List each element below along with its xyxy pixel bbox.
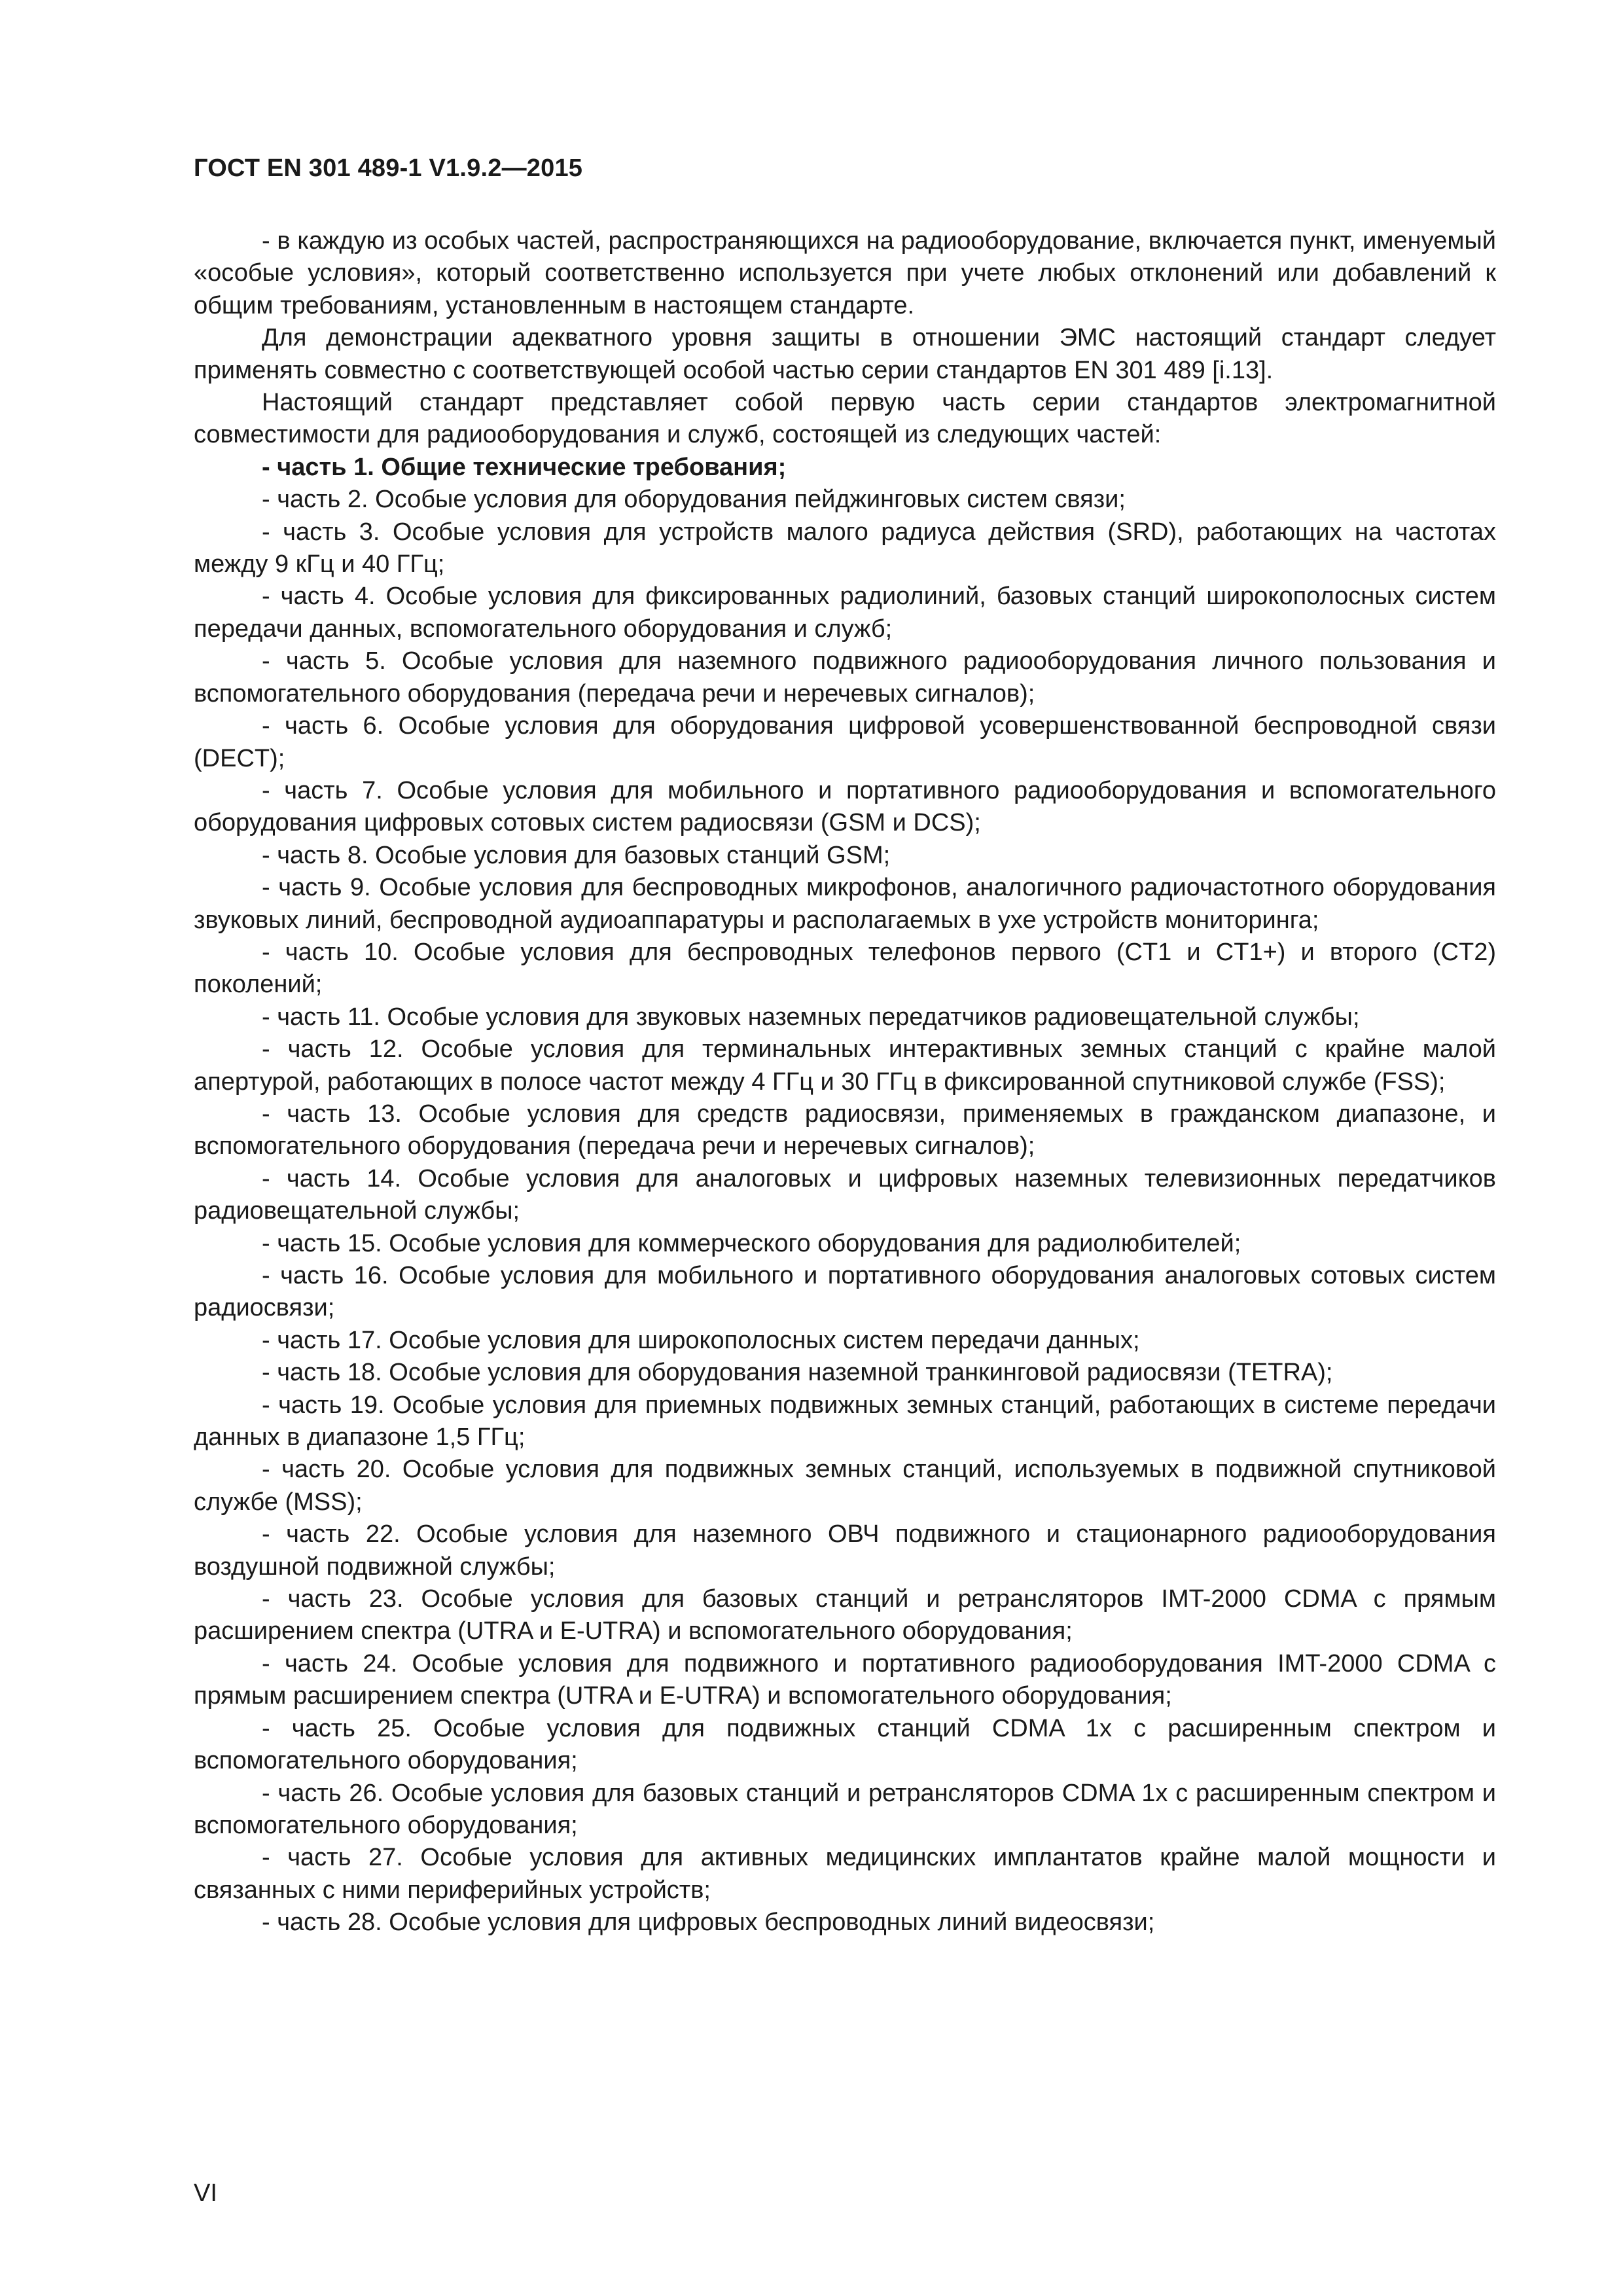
list-item-part-27: - часть 27. Особые условия для активных медицинских имплантатов крайне малой мощности и связанных с ними периферийных устройств; (194, 1844, 1496, 1904)
document-header: ГОСТ EN 301 489-1 V1.9.2—2015 (194, 154, 583, 182)
list-item-part-15: - часть 15. Особые условия для коммерческого оборудования для радиолюбителей; (262, 1229, 1241, 1257)
list-item-part-19: - часть 19. Особые условия для приемных подвижных земных станций, работающих в системе передачи данных в диапазоне 1,5 ГГц; (194, 1391, 1496, 1452)
list-item-part-17: - часть 17. Особые условия для широкополосных систем передачи данных; (262, 1326, 1140, 1354)
list-item-part-24: - часть 24. Особые условия для подвижного и портативного радиооборудования IMT-2000 CDMA с прямым расширением спектра (UTRA и E-UTRA) и вспомогательного оборудования; (194, 1649, 1496, 1710)
paragraph-emc-protection: Для демонстрации адекватного уровня защиты в отношении ЭМС настоящий стандарт следует применять совместно с соответствующей особой частью серии стандартов EN 301 489 [i.13]. (194, 324, 1496, 384)
list-item-part-22: - часть 22. Особые условия для наземного ОВЧ подвижного и стационарного радиооборудования воздушной подвижной службы; (194, 1520, 1496, 1581)
paragraph-special-conditions: - в каждую из особых частей, распространяющихся на радиооборудование, включается пункт, именуемый «особые условия», который соответственно используется при учете любых отклонений или добавлений к общим требованиям, установленным в настоящем стандарте. (194, 227, 1496, 319)
list-item-part-1: - часть 1. Общие технические требования; (262, 453, 787, 481)
list-item-part-18: - часть 18. Особые условия для оборудования наземной транкинговой радиосвязи (TETRA); (262, 1359, 1333, 1387)
list-item-part-8: - часть 8. Особые условия для базовых станций GSM; (262, 841, 891, 869)
list-item-part-6: - часть 6. Особые условия для оборудования цифровой усовершенствованной беспроводной связи (DECT); (194, 712, 1496, 772)
list-item-part-25: - часть 25. Особые условия для подвижных станций CDMA 1x с расширенным спектром и вспомогательного оборудования; (194, 1714, 1496, 1775)
list-item-part-14: - часть 14. Особые условия для аналоговых и цифровых наземных телевизионных передатчиков радиовещательной службы; (194, 1164, 1496, 1225)
list-item-part-9: - часть 9. Особые условия для беспроводных микрофонов, аналогичного радиочастотного оборудования звуковых линий, беспроводной аудиоаппаратуры и располагаемых в ухе устройств мониторинга; (194, 874, 1496, 934)
list-item-part-26: - часть 26. Особые условия для базовых станций и ретрансляторов CDMA 1x с расширенным спектром и вспомогательного оборудования; (194, 1779, 1496, 1839)
list-item-part-2: - часть 2. Особые условия для оборудования пейджинговых систем связи; (262, 486, 1126, 514)
page-number: VI (194, 2179, 217, 2207)
paragraph-series-intro: Настоящий стандарт представляет собой первую часть серии стандартов электромагнитной совместимости для радиооборудования и служб, состоящей из следующих частей: (194, 389, 1496, 449)
list-item-part-3: - часть 3. Особые условия для устройств малого радиуса действия (SRD), работающих на частотах между 9 кГц и 40 ГГц; (194, 518, 1496, 579)
list-item-part-10: - часть 10. Особые условия для беспроводных телефонов первого (CT1 и CT1+) и второго (CT2) поколений; (194, 938, 1496, 999)
list-item-part-16: - часть 16. Особые условия для мобильного и портативного оборудования аналоговых сотовых систем радиосвязи; (194, 1262, 1496, 1322)
document-body (194, 225, 1496, 1939)
list-item-part-5: - часть 5. Особые условия для наземного подвижного радиооборудования личного пользования и вспомогательного оборудования (передача речи и неречевых сигналов); (194, 647, 1496, 708)
list-item-part-4: - часть 4. Особые условия для фиксированных радиолиний, базовых станций широкополосных систем передачи данных, вспомогательного оборудования и служб; (194, 583, 1496, 643)
list-item-part-11: - часть 11. Особые условия для звуковых наземных передатчиков радиовещательной службы; (262, 1003, 1360, 1031)
list-item-part-13: - часть 13. Особые условия для средств радиосвязи, применяемых в гражданском диапазоне, и вспомогательного оборудования (передача речи и неречевых сигналов); (194, 1100, 1496, 1160)
list-item-part-20: - часть 20. Особые условия для подвижных земных станций, используемых в подвижной спутниковой службе (MSS); (194, 1456, 1496, 1516)
list-item-part-28: - часть 28. Особые условия для цифровых беспроводных линий видеосвязи; (262, 1909, 1155, 1937)
list-item-part-7: - часть 7. Особые условия для мобильного и портативного радиооборудования и вспомогательного оборудования цифровых сотовых систем радиосвязи (GSM и DCS); (194, 776, 1496, 837)
list-item-part-23: - часть 23. Особые условия для базовых станций и ретрансляторов IMT-2000 CDMA с прямым расширением спектра (UTRA и E-UTRA) и вспомогательного оборудования; (194, 1585, 1496, 1645)
list-item-part-12: - часть 12. Особые условия для терминальных интерактивных земных станций с крайне малой апертурой, работающих в полосе частот между 4 ГГц и 30 ГГц в фиксированной спутниковой службе (FSS); (194, 1035, 1496, 1096)
